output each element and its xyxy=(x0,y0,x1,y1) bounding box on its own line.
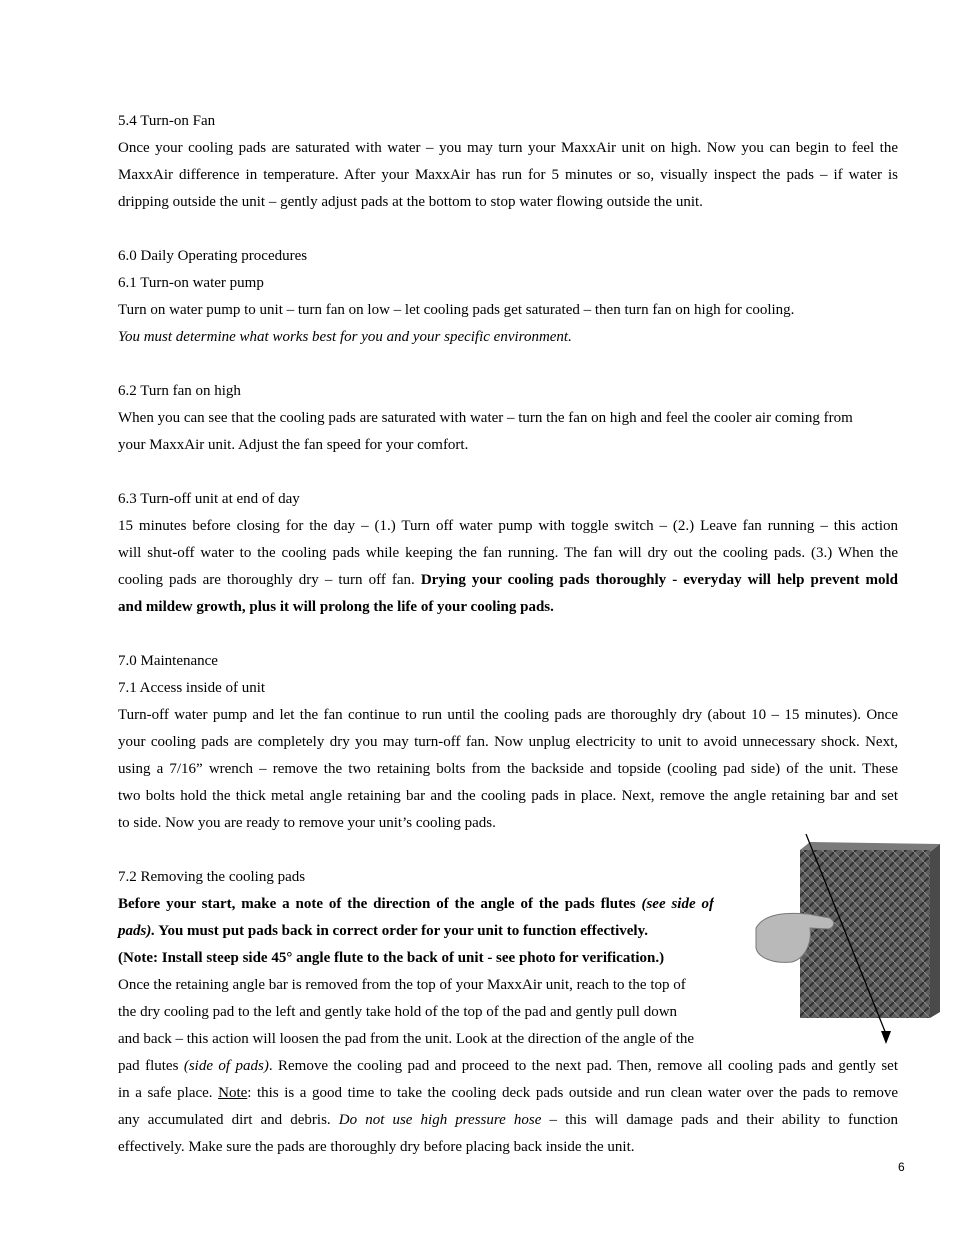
section-heading: 6.3 Turn-off unit at end of day xyxy=(118,491,300,507)
paragraph-line: Turn-off water pump and let the fan continue to run until the cooling pads are thoroughly dry (about 10 – 15 minutes). Once xyxy=(118,707,898,723)
bold-instruction: (Note: Install steep side 45° angle flute to the back of unit - see photo for verification.) xyxy=(118,950,665,966)
section-heading: 7.1 Access inside of unit xyxy=(118,680,266,696)
paragraph-line: two bolts hold the thick metal angle retaining bar and the cooling pads in place. Next, remove the angle retaining bar and set xyxy=(118,788,898,804)
paragraph-line: dripping outside the unit – gently adjust pads at the bottom to stop water flowing outside the unit. xyxy=(118,194,703,210)
paragraph-line: your cooling pads are completely dry you may turn-off fan. Now unplug electricity to unit to avoid unnecessary shock. Next, xyxy=(118,734,898,750)
section-heading: 7.2 Removing the cooling pads xyxy=(118,869,306,885)
arrow-head-icon xyxy=(881,1031,891,1044)
bold-instruction: pads). You must put pads back in correct order for your unit to function effectively. xyxy=(118,923,649,939)
paragraph-line: any accumulated dirt and debris. Do not use high pressure hose – this will damage pads and their ability to function xyxy=(118,1112,898,1128)
paragraph-line: cooling pads are thoroughly dry – turn off fan. Drying your cooling pads thoroughly - everyday will help prevent mold xyxy=(118,572,898,588)
pad-face xyxy=(800,850,930,1018)
paragraph-line: effectively. Make sure the pads are thoroughly dry before placing back inside the unit. xyxy=(118,1139,635,1155)
section-heading: 6.2 Turn fan on high xyxy=(118,383,241,399)
paragraph-line: MaxxAir difference in temperature. After your MaxxAir has run for 5 minutes or so, visually inspect the pads – if water is xyxy=(118,167,898,183)
paragraph-line: pad flutes (side of pads). Remove the cooling pad and proceed to the next pad. Then, remove all cooling pads and gently set xyxy=(118,1058,898,1074)
section-heading: 5.4 Turn-on Fan xyxy=(118,113,216,129)
paragraph-line: using a 7/16” wrench – remove the two retaining bolts from the backside and topside (cooling pad side) of the unit. These xyxy=(118,761,898,777)
bold-warning: and mildew growth, plus it will prolong the life of your cooling pads. xyxy=(118,599,554,615)
paragraph-line: Once your cooling pads are saturated with water – you may turn your MaxxAir unit on high. Now you can begin to feel the xyxy=(118,140,898,156)
italic-note: You must determine what works best for you and your specific environment. xyxy=(118,329,572,345)
paragraph-line: When you can see that the cooling pads are saturated with water – turn the fan on high and feel the cooler air coming from xyxy=(118,410,853,426)
cooling-pad-illustration xyxy=(754,832,954,1046)
paragraph-line: will shut-off water to the cooling pads while keeping the fan running. The fan will dry out the cooling pads. (3.) When the xyxy=(118,545,898,561)
paragraph-line: in a safe place. Note: this is a good time to take the cooling deck pads outside and run clean water over the pads to remove xyxy=(118,1085,898,1101)
paragraph-line: your MaxxAir unit. Adjust the fan speed for your comfort. xyxy=(118,437,469,453)
paragraph-line: Once the retaining angle bar is removed from the top of your MaxxAir unit, reach to the top of xyxy=(118,977,686,993)
paragraph-line: and back – this action will loosen the pad from the unit. Look at the direction of the angle of the xyxy=(118,1031,695,1047)
page-number: 6 xyxy=(898,1160,905,1174)
pad-side-edge xyxy=(930,844,940,1018)
section-heading: 6.0 Daily Operating procedures xyxy=(118,248,308,264)
section-heading: 6.1 Turn-on water pump xyxy=(118,275,264,291)
bold-instruction: Before your start, make a note of the direction of the angle of the pads flutes (see side of xyxy=(118,896,714,912)
cooling-pad-photo xyxy=(754,832,954,1046)
bold-warning: Drying your cooling pads thoroughly - everyday will help prevent mold xyxy=(420,572,898,588)
paragraph-line: the dry cooling pad to the left and gently take hold of the top of the pad and gently pull down xyxy=(118,1004,678,1020)
paragraph-line: Turn on water pump to unit – turn fan on low – let cooling pads get saturated – then turn fan on high for cooling. xyxy=(118,302,795,318)
section-heading: 7.0 Maintenance xyxy=(118,653,218,669)
paragraph-line: 15 minutes before closing for the day – (1.) Turn off water pump with toggle switch – (2.) Leave fan running – this action xyxy=(118,518,898,534)
paragraph-line: to side. Now you are ready to remove your unit’s cooling pads. xyxy=(118,815,496,831)
